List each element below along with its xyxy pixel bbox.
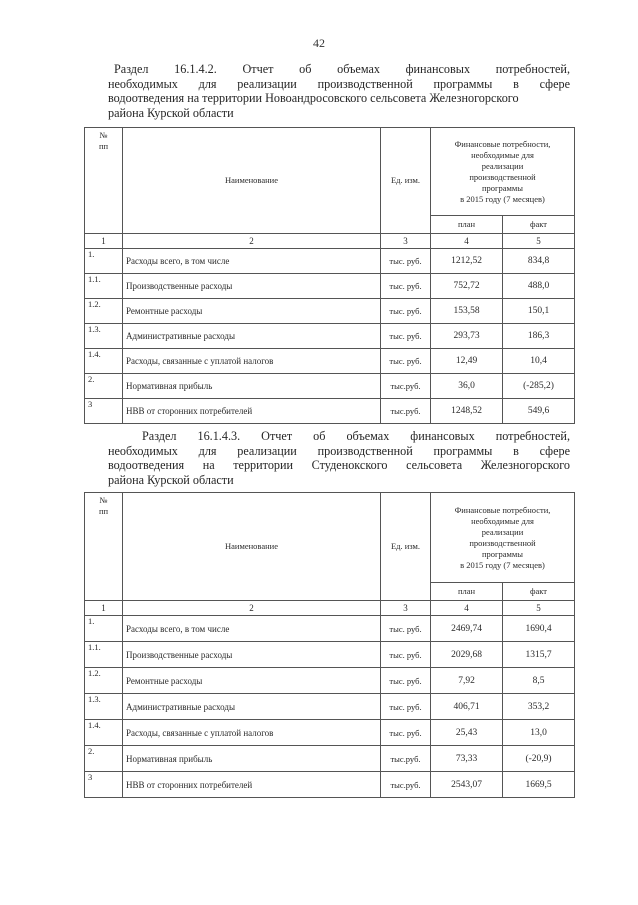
row-fact: 1315,7 xyxy=(503,642,575,668)
column-number: 4 xyxy=(431,234,503,249)
row-plan: 25,43 xyxy=(431,720,503,746)
row-number: 1.2. xyxy=(85,299,123,324)
header-fin-line: Финансовые потребности, xyxy=(454,504,551,515)
row-name: Расходы, связанные с уплатой налогов xyxy=(123,349,381,374)
header-fin-line: в 2015 году (7 месяцев) xyxy=(460,193,545,204)
row-number: 1.3. xyxy=(85,324,123,349)
row-fact: 150,1 xyxy=(503,299,575,324)
row-number: 1.1. xyxy=(85,642,123,668)
table-row xyxy=(85,274,575,299)
header-fin-line: необходимые для xyxy=(471,149,534,160)
row-number: 1.3. xyxy=(85,694,123,720)
table-row xyxy=(85,616,575,642)
header-plan: план xyxy=(431,216,503,234)
row-unit: тыс. руб. xyxy=(381,720,431,746)
row-plan: 12,49 xyxy=(431,349,503,374)
row-unit: тыс. руб. xyxy=(381,299,431,324)
row-unit: тыс. руб. xyxy=(381,324,431,349)
row-fact: 549,6 xyxy=(503,399,575,424)
row-plan: 36,0 xyxy=(431,374,503,399)
column-number: 5 xyxy=(503,234,575,249)
row-plan: 2469,74 xyxy=(431,616,503,642)
header-fin-line: необходимые для xyxy=(471,515,534,526)
header-unit: Ед. изм. xyxy=(381,493,431,601)
header-financial-needs xyxy=(431,128,575,216)
row-plan: 406,71 xyxy=(431,694,503,720)
header-fin-line: программы xyxy=(481,548,524,559)
header-num xyxy=(85,128,123,234)
row-number: 1.2. xyxy=(85,668,123,694)
header-fact: факт xyxy=(503,583,575,601)
table-row xyxy=(85,249,575,274)
section-heading-2 xyxy=(108,429,570,487)
row-plan: 752,72 xyxy=(431,274,503,299)
row-unit: тыс.руб. xyxy=(381,399,431,424)
row-name: Расходы всего, в том числе xyxy=(123,616,381,642)
row-unit: тыс.руб. xyxy=(381,746,431,772)
row-fact: 834,8 xyxy=(503,249,575,274)
row-name: НВВ от сторонних потребителей xyxy=(123,772,381,798)
row-number: 2. xyxy=(85,374,123,399)
header-num-line: пп xyxy=(98,141,109,151)
table-row xyxy=(85,374,575,399)
row-unit: тыс. руб. xyxy=(381,668,431,694)
row-fact: 1690,4 xyxy=(503,616,575,642)
header-num-line: № xyxy=(99,130,108,140)
row-plan: 293,73 xyxy=(431,324,503,349)
section-heading-line: необходимых для реализации производственной программы в сфере xyxy=(108,443,570,458)
row-fact: (-20,9) xyxy=(503,746,575,772)
row-unit: тыс.руб. xyxy=(381,374,431,399)
row-fact: 10,4 xyxy=(503,349,575,374)
table-row xyxy=(85,746,575,772)
header-unit: Ед. изм. xyxy=(381,128,431,234)
row-name: Ремонтные расходы xyxy=(123,299,381,324)
row-number: 1. xyxy=(85,616,123,642)
header-num-line: № xyxy=(99,495,108,505)
table-row xyxy=(85,399,575,424)
table-row xyxy=(85,349,575,374)
row-number: 1.4. xyxy=(85,349,123,374)
section-heading-1 xyxy=(108,62,570,120)
row-number: 1.1. xyxy=(85,274,123,299)
header-fin-line: Финансовые потребности, xyxy=(454,138,551,149)
row-number: 3 xyxy=(85,399,123,424)
header-fin-line: в 2015 году (7 месяцев) xyxy=(460,559,545,570)
row-plan: 1212,52 xyxy=(431,249,503,274)
financial-needs-table-1 xyxy=(84,127,575,424)
table-row xyxy=(85,299,575,324)
header-fin-line: программы xyxy=(481,182,524,193)
header-plan: план xyxy=(431,583,503,601)
row-unit: тыс. руб. xyxy=(381,349,431,374)
row-number: 1.4. xyxy=(85,720,123,746)
row-fact: 13,0 xyxy=(503,720,575,746)
financial-needs-table-2 xyxy=(84,492,575,798)
section-heading-line: Раздел 16.1.4.3. Отчет об объемах финансовых потребностей, xyxy=(142,429,570,443)
row-name: НВВ от сторонних потребителей xyxy=(123,399,381,424)
row-plan: 1248,52 xyxy=(431,399,503,424)
row-number: 2. xyxy=(85,746,123,772)
column-number: 4 xyxy=(431,601,503,616)
row-name: Расходы, связанные с уплатой налогов xyxy=(123,720,381,746)
column-number: 1 xyxy=(85,234,123,249)
header-fin-line: реализации xyxy=(481,526,524,537)
table-row xyxy=(85,694,575,720)
table-row xyxy=(85,720,575,746)
header-fact: факт xyxy=(503,216,575,234)
row-plan: 2029,68 xyxy=(431,642,503,668)
header-fin-line: реализации xyxy=(481,160,524,171)
row-fact: 353,2 xyxy=(503,694,575,720)
row-name: Производственные расходы xyxy=(123,274,381,299)
section-heading-line: водоотведения на территории Новоандросовского сельсовета Железногорского xyxy=(108,91,519,106)
row-unit: тыс. руб. xyxy=(381,616,431,642)
table-row xyxy=(85,772,575,798)
header-financial-needs xyxy=(431,493,575,583)
section-heading-line: водоотведения на территории Студенокского сельсовета Железногорского xyxy=(108,458,570,473)
row-number: 1. xyxy=(85,249,123,274)
section-heading-line: района Курской области xyxy=(108,472,234,487)
column-number: 3 xyxy=(381,601,431,616)
header-fin-line: производственной xyxy=(469,537,536,548)
column-number: 3 xyxy=(381,234,431,249)
row-plan: 2543,07 xyxy=(431,772,503,798)
table-row xyxy=(85,642,575,668)
row-unit: тыс. руб. xyxy=(381,694,431,720)
header-name: Наименование xyxy=(123,493,381,601)
header-num-line: пп xyxy=(98,506,109,516)
row-fact: 1669,5 xyxy=(503,772,575,798)
header-name: Наименование xyxy=(123,128,381,234)
row-plan: 153,58 xyxy=(431,299,503,324)
table-row xyxy=(85,324,575,349)
row-fact: (-285,2) xyxy=(503,374,575,399)
column-number: 5 xyxy=(503,601,575,616)
row-name: Ремонтные расходы xyxy=(123,668,381,694)
row-fact: 488,0 xyxy=(503,274,575,299)
header-fin-line: производственной xyxy=(469,171,536,182)
header-num xyxy=(85,493,123,601)
row-plan: 7,92 xyxy=(431,668,503,694)
row-plan: 73,33 xyxy=(431,746,503,772)
row-number: 3 xyxy=(85,772,123,798)
row-unit: тыс. руб. xyxy=(381,274,431,299)
row-unit: тыс. руб. xyxy=(381,249,431,274)
section-heading-line: Раздел 16.1.4.2. Отчет об объемах финансовых потребностей, xyxy=(114,62,570,76)
row-name: Административные расходы xyxy=(123,694,381,720)
column-number: 2 xyxy=(123,601,381,616)
column-number: 2 xyxy=(123,234,381,249)
column-number: 1 xyxy=(85,601,123,616)
row-name: Административные расходы xyxy=(123,324,381,349)
section-heading-line: необходимых для реализации производственной программы в сфере xyxy=(108,76,570,91)
row-name: Нормативная прибыль xyxy=(123,374,381,399)
table-row xyxy=(85,668,575,694)
row-name: Нормативная прибыль xyxy=(123,746,381,772)
section-heading-line: района Курской области xyxy=(108,105,234,120)
row-unit: тыс. руб. xyxy=(381,642,431,668)
row-fact: 186,3 xyxy=(503,324,575,349)
row-fact: 8,5 xyxy=(503,668,575,694)
row-name: Расходы всего, в том числе xyxy=(123,249,381,274)
row-unit: тыс.руб. xyxy=(381,772,431,798)
page-number: 42 xyxy=(313,36,325,50)
row-name: Производственные расходы xyxy=(123,642,381,668)
